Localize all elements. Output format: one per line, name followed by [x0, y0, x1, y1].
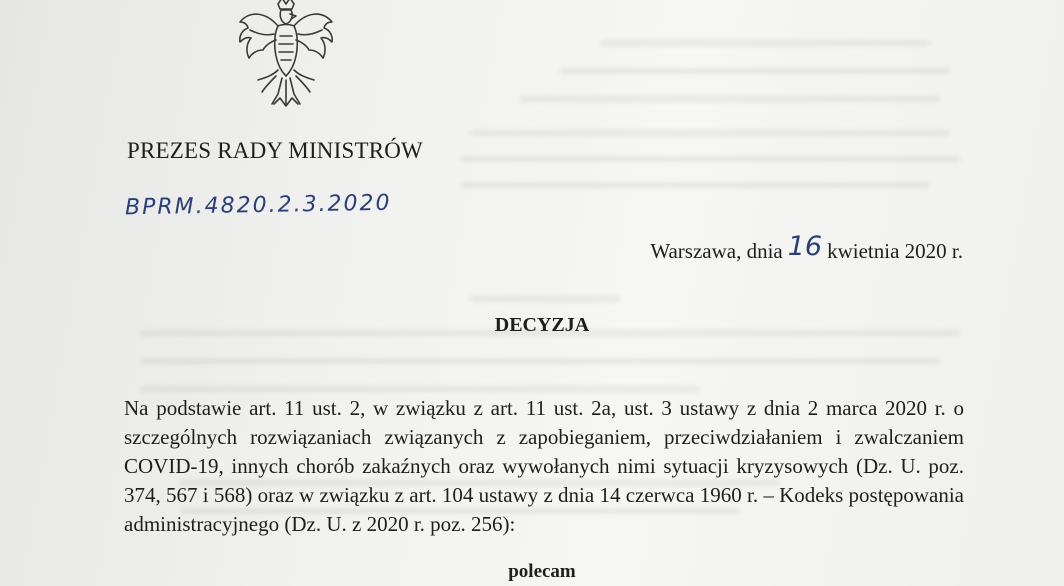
date-suffix: kwietnia 2020 r.: [827, 239, 963, 263]
dateline: [650, 231, 963, 265]
date-prefix: Warszawa, dnia: [650, 239, 783, 263]
reference-number-handwritten: BPRM.4820.2.3.2020: [124, 190, 392, 221]
legal-basis-paragraph: Na podstawie art. 11 ust. 2, w związku z art. 11 ust. 2a, ust. 3 ustawy z dnia 2 marca 2020 r. o szczególnych rozwiązaniach związanych z zapobieganiem, przeciwdziałaniem i zwalczaniem COVID-19, innych chorób zakaźnych oraz wywołanych nimi sytuacji kryzysowych (Dz. U. poz. 374, 567 i 568) oraz w związku z art. 104 ustawy z dnia 14 czerwca 1960 r. – Kodeks postępowania administracyjnego (Dz. U. z 2020 r. poz. 256):: [124, 396, 964, 536]
issuing-office: PREZES RADY MINISTRÓW: [127, 138, 423, 163]
document-title: DECYZJA: [494, 314, 590, 336]
command-word: polecam: [508, 561, 576, 582]
polish-eagle-emblem-icon: [232, 0, 340, 108]
date-day-handwritten: 16: [787, 231, 823, 262]
